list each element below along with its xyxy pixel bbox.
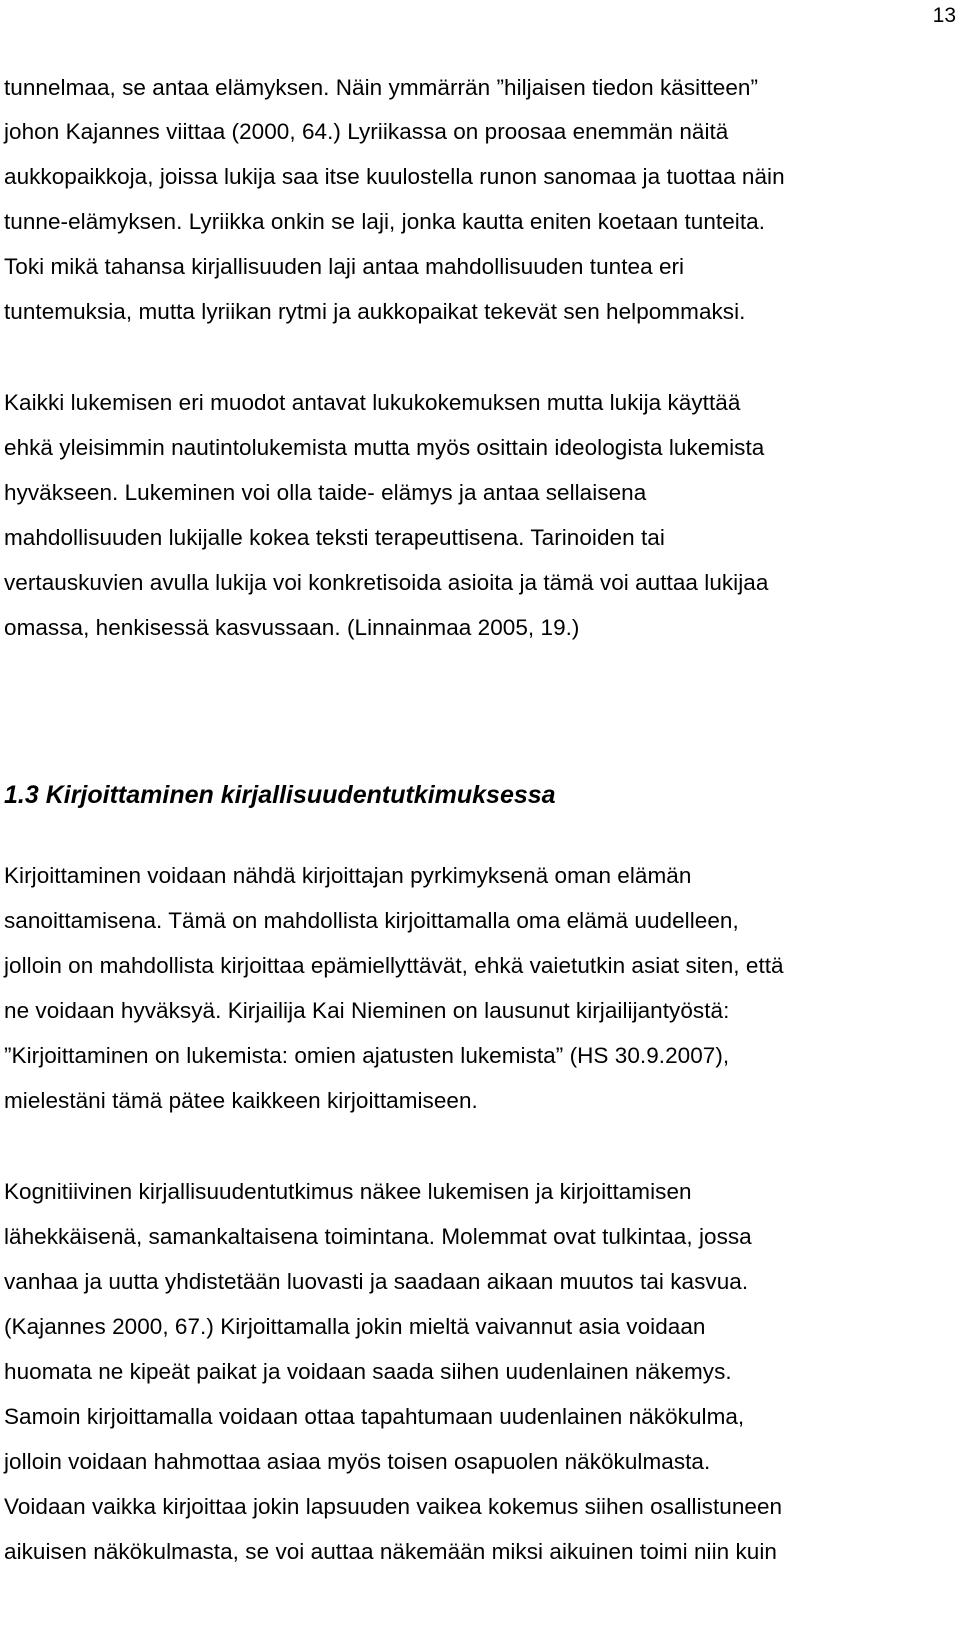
text-line: Samoin kirjoittamalla voidaan ottaa tapahtumaan uudenlainen näkökulma, [4,1404,745,1429]
text-line: omassa, henkisessä kasvussaan. (Linnainmaa 2005, 19.) [4,615,580,640]
text-line: Toki mikä tahansa kirjallisuuden laji antaa mahdollisuuden tuntea eri [4,254,685,279]
text-line: jolloin voidaan hahmottaa asiaa myös toisen osapuolen näkökulmasta. [4,1449,711,1474]
text-line: vanhaa ja uutta yhdistetään luovasti ja saadaan aikaan muutos tai kasvua. [4,1269,749,1294]
text-line: ehkä yleisimmin nautintolukemista mutta myös osittain ideologista lukemista [4,435,765,460]
text-line: Kognitiivinen kirjallisuudentutkimus näkee lukemisen ja kirjoittamisen [4,1179,692,1204]
text-line: huomata ne kipeät paikat ja voidaan saada siihen uudenlainen näkemys. [4,1359,732,1384]
text-line: (Kajannes 2000, 67.) Kirjoittamalla jokin mieltä vaivannut asia voidaan [4,1314,706,1339]
text-line: johon Kajannes viittaa (2000, 64.) Lyriikassa on proosaa enemmän näitä [4,119,729,144]
text-line: mielestäni tämä pätee kaikkeen kirjoittamiseen. [4,1088,478,1113]
text-line: Kaikki lukemisen eri muodot antavat lukukokemuksen mutta lukija käyttää [4,390,741,415]
text-line: aikuisen näkökulmasta, se voi auttaa näkemään miksi aikuinen toimi niin kuin [4,1539,777,1564]
text-line: lähekkäisenä, samankaltaisena toimintana. Molemmat ovat tulkintaa, jossa [4,1224,752,1249]
text-line: mahdollisuuden lukijalle kokea teksti terapeuttisena. Tarinoiden tai [4,525,665,550]
text-line: aukkopaikkoja, joissa lukija saa itse kuulostella runon sanomaa ja tuottaa näin [4,164,785,189]
text-line: ne voidaan hyväksyä. Kirjailija Kai Nieminen on lausunut kirjailijantyöstä: [4,998,730,1023]
text-line: jolloin on mahdollista kirjoittaa epämiellyttävät, ehkä vaietutkin asiat siten, että [4,953,784,978]
page-number: 13 [932,4,956,27]
text-line: ”Kirjoittaminen on lukemista: omien ajatusten lukemista” (HS 30.9.2007), [4,1043,730,1068]
text-line: tunnelmaa, se antaa elämyksen. Näin ymmärrän ”hiljaisen tiedon käsitteen” [4,75,759,100]
text-line: tunne-elämyksen. Lyriikka onkin se laji, jonka kautta eniten koetaan tunteita. [4,209,766,234]
section-heading: 1.3 Kirjoittaminen kirjallisuudentutkimuksessa [4,781,556,809]
text-line: hyväkseen. Lukeminen voi olla taide- elämys ja antaa sellaisena [4,480,647,505]
text-line: Kirjoittaminen voidaan nähdä kirjoittajan pyrkimyksenä oman elämän [4,863,692,888]
text-line: sanoittamisena. Tämä on mahdollista kirjoittamalla oma elämä uudelleen, [4,908,739,933]
text-line: Voidaan vaikka kirjoittaa jokin lapsuuden vaikea kokemus siihen osallistuneen [4,1494,783,1519]
text-line: tuntemuksia, mutta lyriikan rytmi ja aukkopaikat tekevät sen helpommaksi. [4,299,746,324]
text-line: vertauskuvien avulla lukija voi konkretisoida asioita ja tämä voi auttaa lukijaa [4,570,769,595]
